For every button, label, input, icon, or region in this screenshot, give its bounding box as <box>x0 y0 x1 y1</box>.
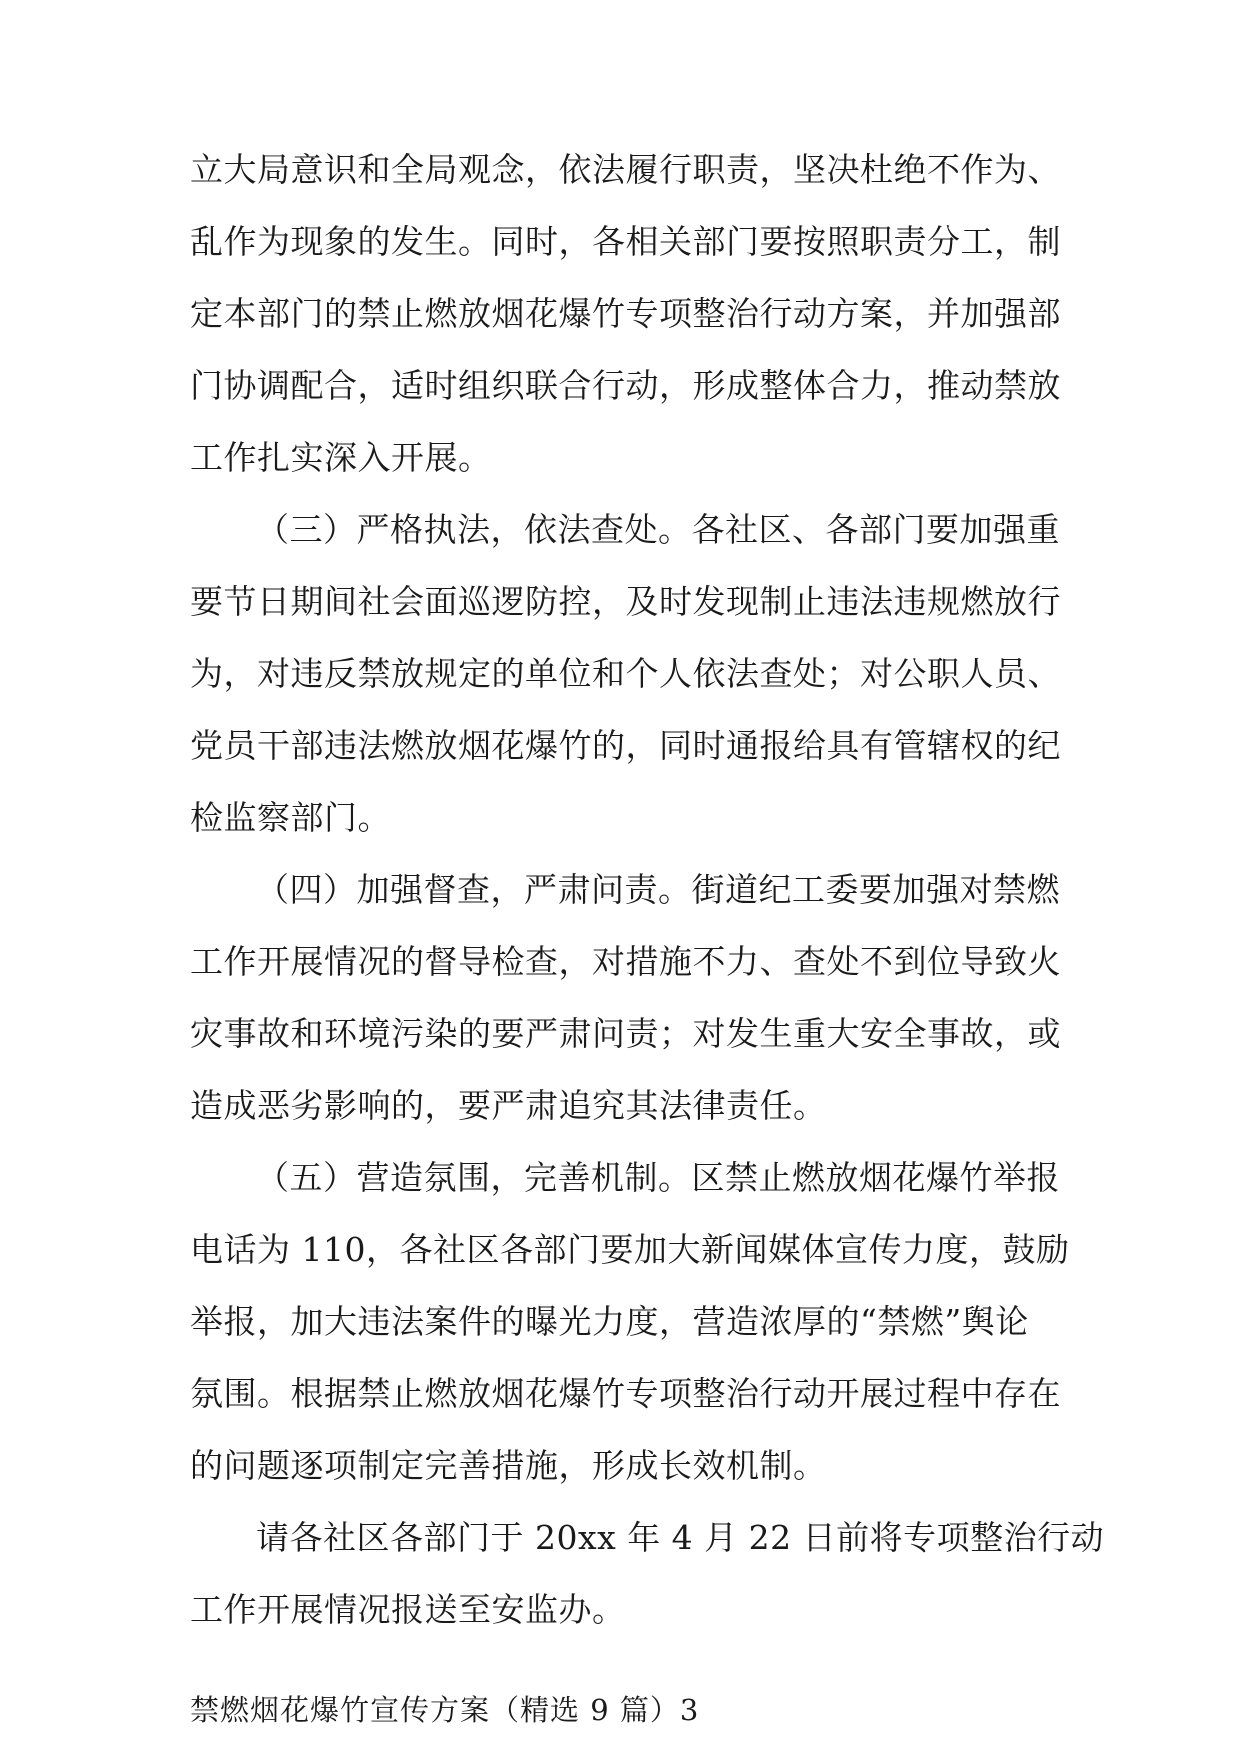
body-text-line: 的问题逐项制定完善措施，形成长效机制。 <box>190 1446 827 1485</box>
body-text-line: 工作扎实深入开展。 <box>190 438 492 477</box>
body-text-line: 为，对违反禁放规定的单位和个人依法查处；对公职人员、 <box>190 654 1061 693</box>
body-text-line: 氛围。根据禁止燃放烟花爆竹专项整治行动开展过程中存在 <box>190 1374 1061 1413</box>
section-5-heading-line: （五）营造氛围，完善机制。区禁止燃放烟花爆竹举报 <box>256 1158 1060 1197</box>
body-text-line: 党员干部违法燃放烟花爆竹的，同时通报给具有管辖权的纪 <box>190 726 1061 765</box>
body-text-line: 检监察部门。 <box>190 798 391 837</box>
body-text-line: 立大局意识和全局观念，依法履行职责，坚决杜绝不作为、 <box>190 150 1061 189</box>
article-title: 禁燃烟花爆竹宣传方案（精选 9 篇）3 <box>190 1693 700 1727</box>
section-3-heading-line: （三）严格执法，依法查处。各社区、各部门要加强重 <box>256 510 1060 549</box>
body-text-line: 举报，加大违法案件的曝光力度，营造浓厚的“禁燃”舆论 <box>190 1302 1029 1341</box>
body-text-line: 灾事故和环境污染的要严肃问责；对发生重大安全事故，或 <box>190 1014 1061 1053</box>
body-text-line: 工作开展情况报送至安监办。 <box>190 1590 626 1629</box>
closing-paragraph-line: 请各社区各部门于 20xx 年 4 月 22 日前将专项整治行动 <box>256 1518 1105 1557</box>
body-text-line: 要节日期间社会面巡逻防控，及时发现制止违法违规燃放行 <box>190 582 1061 621</box>
section-4-heading-line: （四）加强督查，严肃问责。街道纪工委要加强对禁燃 <box>256 870 1060 909</box>
body-text-line: 造成恶劣影响的，要严肃追究其法律责任。 <box>190 1086 827 1125</box>
body-text-line: 定本部门的禁止燃放烟花爆竹专项整治行动方案，并加强部 <box>190 294 1061 333</box>
body-text-line: 电话为 110，各社区各部门要加大新闻媒体宣传力度，鼓励 <box>190 1230 1070 1269</box>
body-text-line: 工作开展情况的督导检查，对措施不力、查处不到位导致火 <box>190 942 1061 981</box>
body-text-line: 门协调配合，适时组织联合行动，形成整体合力，推动禁放 <box>190 366 1061 405</box>
body-text-line: 乱作为现象的发生。同时，各相关部门要按照职责分工，制 <box>190 222 1061 261</box>
